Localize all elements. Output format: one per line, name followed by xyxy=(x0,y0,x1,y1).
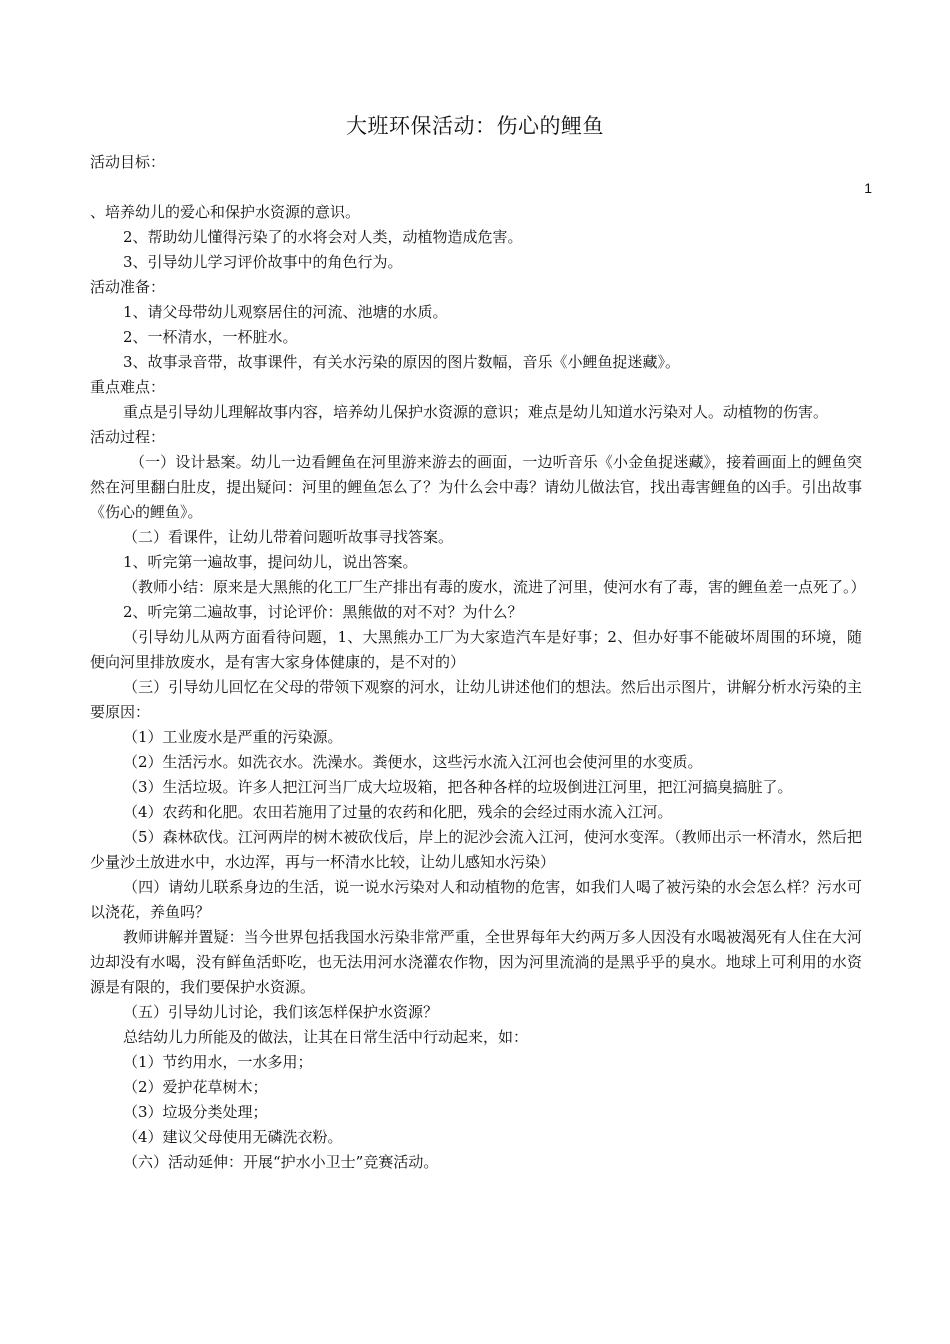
process-paragraph: 1、听完第一遍故事，提问幼儿，说出答案。 xyxy=(123,553,418,571)
heading-objectives: 活动目标： xyxy=(90,153,166,171)
process-paragraph: （六）活动延伸：开展“护水小卫士”竞赛活动。 xyxy=(123,1153,439,1171)
preparation-item: 2、一杯清水，一杯脏水。 xyxy=(123,328,298,346)
pollution-cause-item: （4）农药和化肥。农田若施用了过量的农药和化肥，残余的会经过雨水流入江河。 xyxy=(123,803,673,821)
process-paragraph: （教师小结：原来是大黑熊的化工厂生产排出有毒的废水，流进了河里，使河水有了毒，害的鲤鱼差一点死了。） xyxy=(123,578,866,596)
pollution-cause-item: （3）生活垃圾。许多人把江河当厂成大垃圾箱，把各种各样的垃圾倒进江河里，把江河搞臭搞脏了。 xyxy=(123,778,793,796)
heading-preparation: 活动准备： xyxy=(90,278,166,296)
process-paragraph: （二）看课件，让幼儿带着问题听故事寻找答案。 xyxy=(123,528,454,546)
heading-process: 活动过程： xyxy=(90,428,166,446)
process-paragraph: 2、听完第二遍故事，讨论评价：黑熊做的对不对？为什么？ xyxy=(123,603,523,621)
protection-item: （4）建议父母使用无磷洗衣粉。 xyxy=(123,1128,343,1146)
pollution-cause-item: （2）生活污水。如洗衣水。洗澡水。粪便水，这些污水流入江河也会使河里的水变质。 xyxy=(123,753,703,771)
process-paragraph: 总结幼儿力所能及的做法，让其在日常生活中行动起来，如： xyxy=(123,1028,529,1046)
page-number: 1 xyxy=(864,180,872,196)
process-paragraph: （五）引导幼儿讨论，我们该怎样保护水资源？ xyxy=(123,1003,439,1021)
objective-item: 2、帮助幼儿懂得污染了的水将会对人类，动植物造成危害。 xyxy=(123,228,523,246)
process-paragraph: （四）请幼儿联系身边的生活，说一说水污染对人和动植物的危害，如我们人喝了被污染的水会怎么样？污水可以浇花，养鱼吗？ xyxy=(90,878,862,921)
preparation-item: 1、请父母带幼儿观察居住的河流、池塘的水质。 xyxy=(123,303,448,321)
process-paragraph: 教师讲解并置疑：当今世界包括我国水污染非常严重，全世界每年大约两万多人因没有水喝被渴死有人住在大河边却没有水喝，没有鲜鱼活虾吃，也无法用河水浇灌农作物，因为河里流淌的是黑乎乎的臭水。地球上可利用的水资源是有限的，我们要保护水资源。 xyxy=(90,928,862,996)
process-paragraph: （引导幼儿从两方面看待问题，1、大黑熊办工厂为大家造汽车是好事；2、但办好事不能破坏周围的环境，随便向河里排放废水，是有害大家身体健康的，是不对的） xyxy=(90,628,862,671)
protection-item: （3）垃圾分类处理； xyxy=(123,1103,268,1121)
document-title: 大班环保活动：伤心的鲤鱼 xyxy=(346,114,604,138)
objective-item: 3、引导幼儿学习评价故事中的角色行为。 xyxy=(123,253,403,271)
process-paragraph: （三）引导幼儿回忆在父母的带领下观察的河水，让幼儿讲述他们的想法。然后出示图片，讲解分析水污染的主要原因： xyxy=(90,678,862,721)
key-points-text: 重点是引导幼儿理解故事内容，培养幼儿保护水资源的意识；难点是幼儿知道水污染对人。动植物的伤害。 xyxy=(123,403,829,421)
heading-key-points: 重点难点： xyxy=(90,378,166,396)
process-paragraph: （一）设计悬案。幼儿一边看鲤鱼在河里游来游去的画面，一边听音乐《小金鱼捉迷藏》，接着画面上的鲤鱼突然在河里翻白肚皮，提出疑问：河里的鲤鱼怎么了？为什么会中毒？请幼儿做法官，找出毒害鲤鱼的凶手。引出故事《伤心的鲤鱼》。 xyxy=(90,453,862,521)
pollution-cause-item: （1）工业废水是严重的污染源。 xyxy=(123,728,343,746)
objective-item: 、培养幼儿的爱心和保护水资源的意识。 xyxy=(90,203,361,221)
protection-item: （2）爱护花草树木； xyxy=(123,1078,268,1096)
protection-item: （1）节约用水，一水多用； xyxy=(123,1053,313,1071)
preparation-item: 3、故事录音带，故事课件，有关水污染的原因的图片数幅，音乐《小鲤鱼捉迷藏》。 xyxy=(123,353,681,371)
pollution-cause-item: （5）森林砍伐。江河两岸的树木被砍伐后，岸上的泥沙会流入江河，使河水变浑。（教师出示一杯清水，然后把少量沙土放进水中，水边浑，再与一杯清水比较，让幼儿感知水污染） xyxy=(90,828,862,871)
document-body xyxy=(90,150,866,1175)
